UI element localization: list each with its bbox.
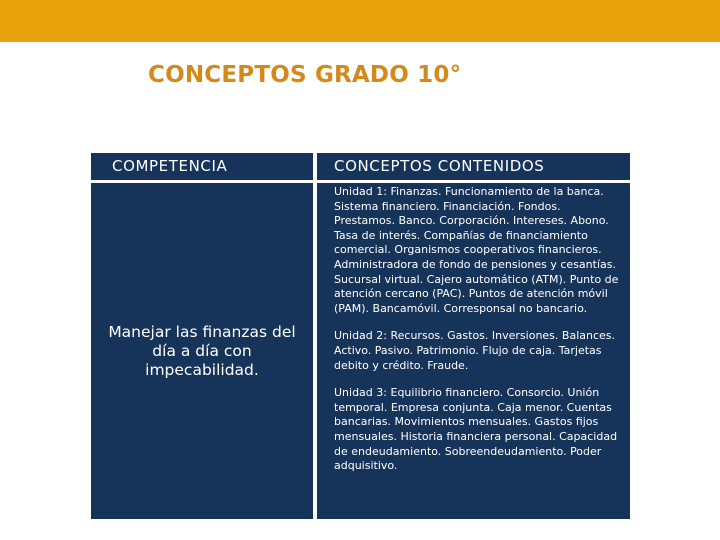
unit-2-text: Recursos. Gastos. Inversiones. Balances. Activo. Pasivo. Patrimonio. Flujo de caja. Tarjetas debito y crédito. Fraude. [334,329,616,372]
top-accent-bar [0,0,720,42]
unit-3-text: Equilibrio financiero. Consorcio. Unión temporal. Empresa conjunta. Caja menor. Cuentas bancarias. Movimientos mensuales. Gastos fijos mensuales. Historia financiera personal. Capacidad de endeudamiento. Sobreendeudamiento. Poder adquisitivo. [334,386,618,473]
header-competencia: COMPETENCIA [91,153,313,180]
contents-cell [317,183,630,519]
unit-1 [334,185,620,316]
competence-text: Manejar las finanzas del día a día con impecabilidad. [108,322,296,379]
page-title: CONCEPTOS GRADO 10° [148,62,462,88]
unit-2 [334,329,620,373]
unit-1-text: Finanzas. Funcionamiento de la banca. Sistema financiero. Financiación. Fondos. Prestamos. Banco. Corporación. Intereses. Abono. Tasa de interés. Compañías de financiamiento comercial. Organismos cooperativos financieros. Administradora de fondo de pensiones y cesantías. Sucursal virtual. Cajero automático (ATM). Punto de atención cercano (PAC). Puntos de atención móvil (PAM). Bancamóvil. Corresponsal no bancario. [334,185,619,315]
unit-3 [334,386,620,474]
header-conceptos-contenidos: CONCEPTOS CONTENIDOS [317,153,630,180]
competence-cell [91,183,313,519]
unit-1-label: Unidad 1: [334,185,387,198]
unit-3-label: Unidad 3: [334,386,387,400]
unit-2-label: Unidad 2: [334,329,387,343]
concepts-table [91,153,630,519]
